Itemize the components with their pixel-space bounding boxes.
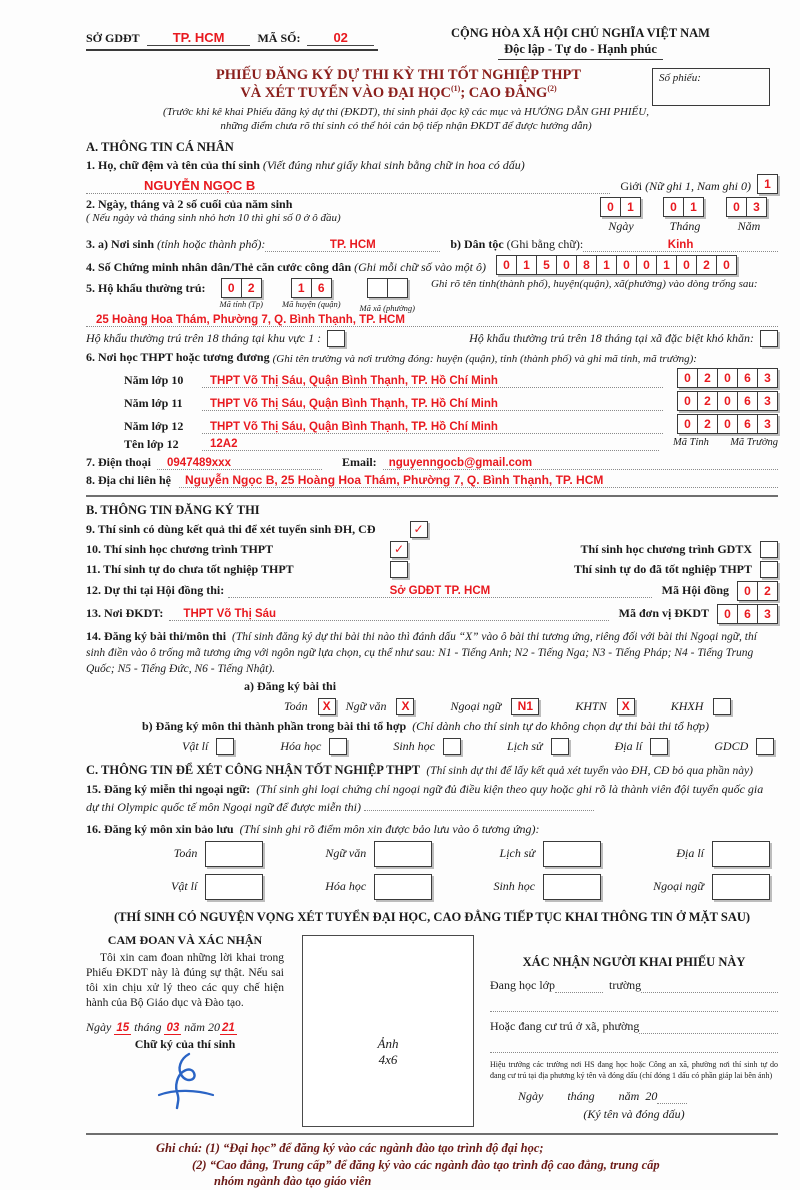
gender-label: Giới bbox=[620, 178, 643, 193]
field12-label: 12. Dự thi tại Hội đồng thi: bbox=[86, 583, 225, 598]
digit-box[interactable]: 2 bbox=[697, 368, 718, 388]
subject-ngoaingu-box[interactable] bbox=[511, 698, 539, 715]
digit-box[interactable]: 1 bbox=[620, 197, 641, 217]
field4-hint: (Ghi mỗi chữ số vào một ô) bbox=[354, 259, 486, 274]
date-year-value[interactable]: 21 bbox=[221, 1022, 235, 1035]
unit-code-label: Mã đơn vị ĐKDT bbox=[618, 606, 709, 621]
gender-hint: (Nữ ghi 1, Nam ghi 0) bbox=[645, 178, 751, 193]
footnote-line2: (2) “Cao đẳng, Trung cấp” để đăng ký vào các ngành đào tạo trình độ cao đẳng, trung cấp bbox=[192, 1157, 660, 1172]
so-phieu-label: Số phiếu: bbox=[659, 72, 701, 84]
subject-gdcd-checkbox[interactable] bbox=[756, 738, 774, 755]
council-code-boxes[interactable] bbox=[737, 581, 778, 601]
ngay-label: Ngày bbox=[86, 1020, 112, 1035]
field14-label: 14. Đăng ký bài thi/môn thi bbox=[86, 628, 227, 643]
subject-gdcd-label: GDCD bbox=[714, 739, 749, 754]
thpt-program-checkbox[interactable] bbox=[390, 541, 408, 558]
date-month-value[interactable]: 03 bbox=[166, 1022, 180, 1035]
field3b-label: b) Dân tộc bbox=[450, 236, 504, 251]
confirmation-year-blank[interactable] bbox=[657, 1090, 687, 1104]
digit-box[interactable]: 3 bbox=[746, 197, 767, 217]
candidate-date-line bbox=[86, 1020, 284, 1035]
footnote-line3: nhóm ngành đào tạo giáo viên bbox=[214, 1174, 372, 1189]
thpt-program-mark: ✓ bbox=[393, 542, 405, 557]
digit-box[interactable]: 0 bbox=[737, 581, 758, 601]
footnote-prefix: Ghi chú: bbox=[156, 1140, 203, 1155]
digit-box[interactable]: 8 bbox=[576, 255, 597, 275]
grade11-code-boxes[interactable] bbox=[677, 391, 778, 411]
use-result-checkbox[interactable] bbox=[410, 521, 428, 538]
area1-label: Hộ khẩu thường trú trên 18 tháng tại khu vực 1 : bbox=[86, 330, 322, 345]
subject-toan-checkbox[interactable] bbox=[318, 698, 336, 715]
bottom-divider bbox=[86, 1133, 778, 1135]
birthplace-field[interactable] bbox=[265, 238, 440, 252]
footnote bbox=[86, 1140, 778, 1190]
digit-box[interactable]: 1 bbox=[656, 255, 677, 275]
subject-vatli-label: Vật lí bbox=[182, 739, 209, 754]
phone-value: 0947489xxx bbox=[167, 456, 231, 469]
field11-label: 11. Thí sinh tự do chưa tốt nghiệp THPT bbox=[86, 561, 294, 576]
field5-hint: Ghi rõ tên tỉnh(thành phố), huyện(quận), xã(phường) vào dòng trống sau: bbox=[430, 277, 758, 290]
national-motto-2: Độc lập - Tự do - Hạnh phúc bbox=[498, 42, 663, 60]
title-dai-hoc: VÀ XÉT TUYỂN VÀO ĐẠI HỌC bbox=[240, 85, 452, 102]
digit-box[interactable]: 2 bbox=[697, 391, 718, 411]
subject-khtn-checkbox[interactable] bbox=[617, 698, 635, 715]
reserve-nguvan-label: Ngữ văn bbox=[325, 846, 367, 861]
field2-hint: ( Nếu ngày và tháng sinh nhỏ hơn 10 thì ghi số 0 ở ô đầu) bbox=[86, 211, 341, 224]
studying-class-label: Đang học lớp bbox=[490, 977, 555, 992]
field3a-hint: (tỉnh hoặc thành phố): bbox=[157, 236, 266, 251]
free-candidate-checkbox[interactable] bbox=[390, 561, 408, 578]
fullname-field[interactable] bbox=[86, 178, 610, 194]
form-header bbox=[86, 26, 778, 60]
ward-code-label: Mã xã (phường) bbox=[359, 302, 415, 313]
field5-label: 5. Hộ khẩu thường trú: bbox=[86, 280, 206, 295]
field6-label: 6. Nơi học THPT hoặc tương đương bbox=[86, 349, 270, 364]
ma-so-label: MÃ SỐ: bbox=[257, 31, 301, 45]
use-result-mark: ✓ bbox=[413, 522, 424, 537]
reserve-nguvan-box[interactable] bbox=[374, 841, 432, 867]
residence-address-field[interactable] bbox=[86, 313, 778, 327]
reserve-hoahoc-label: Hóa học bbox=[325, 879, 367, 894]
digit-box[interactable]: 6 bbox=[737, 391, 758, 411]
digit-box[interactable]: 0 bbox=[600, 197, 621, 217]
subject-sinhhoc-label: Sinh học bbox=[393, 739, 436, 754]
grade10-school-field[interactable] bbox=[202, 374, 663, 388]
reserve-toan-box[interactable] bbox=[205, 841, 263, 867]
field8-label: 8. Địa chỉ liên hệ bbox=[86, 472, 172, 487]
contact-address-field[interactable] bbox=[179, 473, 778, 488]
instruction-note-line1: (Trước khi kê khai Phiếu đăng ký dự thi (ĐKDT), thí sinh phải đọc kỹ các mục và HƯỚNG DẪN GHI PHIẾU, bbox=[163, 106, 649, 119]
day-label: Ngày bbox=[608, 218, 634, 233]
class-blank[interactable] bbox=[555, 979, 603, 993]
digit-box[interactable]: 2 bbox=[757, 581, 778, 601]
field14-hint: (Thí sinh đăng ký dự thi bài thi nào thì đánh dấu “X” vào ô bài thi tương ứng, riêng đối với bài thi Ngoại ngữ, thí sinh điền vào ô trống mã tương ứng với ngôn ngữ lựa chọn, cụ thể như sau: N1 - Tiếng Anh; N2 - Tiếng Nga; N3 - Tiếng Pháp; N4 - Tiếng Trung Quốc; N5 - Tiếng Đức, N6 - Tiếng Nhật). bbox=[86, 630, 757, 675]
field4-label: 4. Số Chứng minh nhân dân/Thẻ căn cước công dân bbox=[86, 259, 352, 274]
ethnic-value: Kinh bbox=[667, 238, 694, 251]
reserve-vatli-box[interactable] bbox=[205, 874, 263, 900]
grade12-code-boxes[interactable] bbox=[677, 414, 778, 434]
reserve-lichsu-box[interactable] bbox=[543, 841, 601, 867]
field1-label: 1. Họ, chữ đệm và tên của thí sinh bbox=[86, 157, 260, 172]
grade11-school-field[interactable] bbox=[202, 397, 663, 411]
reserve-vatli-label: Vật lí bbox=[170, 879, 198, 894]
field9-label: 9. Thí sinh có dùng kết quả thi để xét tuyển sinh ĐH, CĐ bbox=[86, 521, 376, 536]
digit-box[interactable] bbox=[387, 278, 408, 298]
digit-box[interactable]: 6 bbox=[311, 278, 332, 298]
subject-lichsu-checkbox[interactable] bbox=[551, 738, 569, 755]
subject-nguvan-label: Ngữ văn bbox=[345, 698, 387, 713]
email-label: Email: bbox=[342, 454, 377, 469]
nam-label: năm bbox=[184, 1020, 205, 1035]
field11b-label: Thí sinh tự do đã tốt nghiệp THPT bbox=[573, 561, 752, 576]
thang-label: tháng bbox=[134, 1020, 162, 1035]
field3b-hint: (Ghi bằng chữ): bbox=[506, 236, 584, 251]
email-value: nguyenngocb@gmail.com bbox=[388, 456, 533, 469]
subject-ngoaingu-label: Ngoại ngữ bbox=[450, 698, 502, 713]
field6-hint: (Ghi tên trường và nơi trường đóng: huyện (quận), tỉnh (thành phố) và ghi mã tỉnh, mã trường): bbox=[272, 352, 697, 365]
instruction-note bbox=[86, 106, 726, 134]
email-field[interactable] bbox=[383, 456, 778, 470]
ma-truong-label: Mã Trường bbox=[730, 436, 778, 448]
field2-label: 2. Ngày, tháng và 2 số cuối của năm sinh bbox=[86, 196, 293, 211]
digit-box[interactable]: 0 bbox=[221, 278, 242, 298]
field14b-label: b) Đăng ký môn thi thành phần trong bài thi tổ hợp bbox=[142, 718, 407, 733]
digit-box[interactable]: 1 bbox=[596, 255, 617, 275]
photo-label-line2: 4x6 bbox=[378, 1051, 398, 1067]
field3a-label: 3. a) Nơi sinh bbox=[86, 236, 154, 251]
district-code-boxes[interactable] bbox=[291, 278, 332, 298]
field1-hint: (Viết đúng như giấy khai sinh bằng chữ in hoa có dấu) bbox=[262, 157, 525, 172]
digit-box[interactable]: 2 bbox=[697, 414, 718, 434]
residence-address-value: 25 Hoàng Hoa Thám, Phường 7, Q. Bình Thạnh, TP. HCM bbox=[96, 313, 405, 326]
digit-box[interactable]: 0 bbox=[677, 368, 698, 388]
blank-line-2[interactable] bbox=[490, 1041, 778, 1053]
exam-council-value: Sở GDĐT TP. HCM bbox=[389, 584, 491, 597]
reserve-ngoaingu-box[interactable] bbox=[712, 874, 770, 900]
digit-box[interactable]: 0 bbox=[717, 604, 738, 624]
confirmation-title: XÁC NHẬN NGƯỜI KHAI PHIẾU NÀY bbox=[522, 954, 746, 969]
field13-label: 13. Nơi ĐKDT: bbox=[86, 606, 164, 621]
digit-box[interactable] bbox=[367, 278, 388, 298]
so-gddt-value[interactable]: TP. HCM bbox=[147, 30, 251, 46]
field10b-label: Thí sinh học chương trình GDTX bbox=[580, 541, 752, 556]
section-c-hint: (Thí sinh dự thi để lấy kết quả xét tuyển vào ĐH, CĐ bỏ qua phần này) bbox=[426, 765, 753, 778]
district-code-label: Mã huyện (quận) bbox=[282, 298, 341, 309]
field15-label: 15. Đăng ký miễn thi ngoại ngữ: bbox=[86, 782, 251, 797]
subject-diali-checkbox[interactable] bbox=[650, 738, 668, 755]
birth-year-boxes[interactable] bbox=[726, 197, 767, 217]
digit-box[interactable]: 6 bbox=[737, 414, 758, 434]
digit-box[interactable]: 3 bbox=[757, 414, 778, 434]
digit-box[interactable]: 6 bbox=[737, 604, 758, 624]
grade12-label: Năm lớp 12 bbox=[124, 418, 184, 433]
language-exemption-field[interactable] bbox=[364, 797, 594, 811]
commitment-body: Tôi xin cam đoan những lời khai trong Phiếu ĐKDT này là đúng sự thật. Nếu sai tôi xin chịu xử lý theo các quy chế hiện hành của Bộ Giáo dục và Đào tạo. bbox=[86, 951, 284, 1010]
subject-ngoaingu-mark: N1 bbox=[517, 699, 534, 714]
grade12-school-field[interactable] bbox=[202, 420, 663, 434]
digit-box[interactable]: 0 bbox=[716, 255, 737, 275]
section-divider bbox=[86, 495, 778, 497]
subject-sinhhoc-checkbox[interactable] bbox=[443, 738, 461, 755]
subject-toan-label: Toán bbox=[284, 698, 308, 713]
reserve-hoahoc-box[interactable] bbox=[374, 874, 432, 900]
photo-label-line1: Ảnh bbox=[377, 1035, 399, 1051]
section-c-title: C. THÔNG TIN ĐỂ XÉT CÔNG NHẬN TỐT NGHIỆP THPT bbox=[86, 763, 421, 778]
field10-label: 10. Thí sinh học chương trình THPT bbox=[86, 541, 274, 556]
subject-toan-mark: X bbox=[322, 699, 331, 714]
ward-code-boxes[interactable] bbox=[367, 278, 408, 298]
confirmation-date-line: Ngày tháng năm 20 bbox=[518, 1089, 658, 1104]
candidate-signature bbox=[86, 1052, 284, 1110]
birthplace-value: TP. HCM bbox=[329, 238, 376, 251]
class-name-value: 12A2 bbox=[210, 437, 238, 450]
digit-box[interactable]: 0 bbox=[717, 391, 738, 411]
reserve-sinhhoc-label: Sinh học bbox=[493, 879, 536, 894]
subject-khxh-label: KHXH bbox=[670, 698, 704, 713]
instruction-note-line2: những điểm chưa rõ thí sinh có thể hỏi cán bộ tiếp nhận ĐKDT để được hướng dẫn) bbox=[220, 120, 592, 132]
digit-box[interactable]: 5 bbox=[536, 255, 557, 275]
form-title-line1: PHIẾU ĐĂNG KÝ DỰ THI KỲ THI TỐT NGHIỆP THPT bbox=[215, 67, 582, 83]
grade11-label: Năm lớp 11 bbox=[124, 395, 183, 410]
digit-box[interactable]: 1 bbox=[516, 255, 537, 275]
subject-vatli-checkbox[interactable] bbox=[216, 738, 234, 755]
section-a-title: A. THÔNG TIN CÁ NHÂN bbox=[86, 139, 234, 154]
ward-blank[interactable] bbox=[639, 1020, 778, 1034]
digit-box[interactable]: 0 bbox=[676, 255, 697, 275]
digit-box[interactable]: 1 bbox=[291, 278, 312, 298]
commitment-title: CAM ĐOAN VÀ XÁC NHẬN bbox=[107, 932, 263, 947]
digit-box[interactable]: 0 bbox=[636, 255, 657, 275]
digit-box[interactable]: 6 bbox=[737, 368, 758, 388]
digit-box[interactable]: 0 bbox=[616, 255, 637, 275]
title-cao-dang: ; CAO ĐẲNG bbox=[460, 85, 548, 102]
subject-diali-label: Địa lí bbox=[614, 739, 643, 754]
id-number-boxes[interactable] bbox=[496, 255, 737, 275]
grade11-school-value: THPT Võ Thị Sáu, Quận Bình Thạnh, TP. Hồ Chí Minh bbox=[210, 397, 498, 410]
registration-place-value: THPT Võ Thị Sáu bbox=[183, 607, 277, 620]
grade10-label: Năm lớp 10 bbox=[124, 372, 184, 387]
reserve-diali-box[interactable] bbox=[712, 841, 770, 867]
digit-box[interactable]: 1 bbox=[683, 197, 704, 217]
so-gddt-label: SỞ GDĐT bbox=[86, 31, 140, 45]
exam-council-field[interactable] bbox=[228, 584, 651, 598]
gender-box[interactable] bbox=[757, 174, 778, 194]
subject-hoahoc-checkbox[interactable] bbox=[329, 738, 347, 755]
phone-field[interactable] bbox=[157, 456, 322, 470]
class-name-field[interactable] bbox=[202, 437, 659, 451]
digit-box[interactable]: 0 bbox=[677, 414, 698, 434]
form-title bbox=[86, 66, 711, 102]
ma-tinh-label: Mã Tỉnh bbox=[673, 436, 709, 448]
digit-box[interactable]: 3 bbox=[757, 391, 778, 411]
digit-box[interactable]: 0 bbox=[726, 197, 747, 217]
mid-note: (THÍ SINH CÓ NGUYỆN VỌNG XÉT TUYỂN ĐẠI HỌC, CAO ĐẲNG TIẾP TỤC KHAI THÔNG TIN Ở MẶT SAU) bbox=[113, 909, 751, 924]
grade10-school-value: THPT Võ Thị Sáu, Quận Bình Thạnh, TP. Hồ Chí Minh bbox=[210, 374, 498, 387]
digit-box[interactable]: 0 bbox=[556, 255, 577, 275]
difficult-area-checkbox[interactable] bbox=[760, 330, 778, 347]
class-name-label: Tên lớp 12 bbox=[124, 436, 179, 451]
digit-box[interactable]: 3 bbox=[757, 604, 778, 624]
month-label: Tháng bbox=[669, 218, 701, 233]
province-code-boxes[interactable] bbox=[221, 278, 262, 298]
subject-lichsu-label: Lịch sử bbox=[507, 739, 543, 754]
reserve-sinhhoc-box[interactable] bbox=[543, 874, 601, 900]
fullname-value: NGUYỄN NGỌC B bbox=[144, 177, 256, 193]
subject-khtn-mark: X bbox=[621, 699, 630, 714]
date-century: 20 bbox=[207, 1020, 220, 1035]
difficult-area-label: Hộ khẩu thường trú trên 18 tháng tại xã đặc biệt khó khăn: bbox=[469, 330, 754, 345]
year-label: Năm bbox=[737, 218, 761, 233]
ma-so-value[interactable]: 02 bbox=[307, 30, 373, 46]
gdtx-program-checkbox[interactable] bbox=[760, 541, 778, 558]
subject-nguvan-mark: X bbox=[401, 699, 410, 714]
subject-khxh-checkbox[interactable] bbox=[713, 698, 731, 715]
reserve-lichsu-label: Lịch sử bbox=[499, 846, 536, 861]
field16-label: 16. Đăng ký môn xin bảo lưu bbox=[86, 821, 234, 836]
title-footref-2: (2) bbox=[547, 84, 557, 94]
blank-line-1[interactable] bbox=[490, 1000, 778, 1012]
graduated-candidate-checkbox[interactable] bbox=[760, 561, 778, 578]
birth-day-boxes[interactable] bbox=[600, 197, 641, 217]
grade12-school-value: THPT Võ Thị Sáu, Quận Bình Thạnh, TP. Hồ Chí Minh bbox=[210, 420, 498, 433]
national-motto-1: CỘNG HÒA XÃ HỘI CHỦ NGHĨA VIỆT NAM bbox=[451, 26, 710, 40]
digit-box[interactable]: 0 bbox=[717, 368, 738, 388]
subject-nguvan-checkbox[interactable] bbox=[396, 698, 414, 715]
digit-box[interactable]: 2 bbox=[241, 278, 262, 298]
section-b-title: B. THÔNG TIN ĐĂNG KÝ THI bbox=[86, 502, 260, 517]
reserve-ngoaingu-label: Ngoại ngữ bbox=[653, 879, 704, 894]
so-phieu-box[interactable] bbox=[652, 68, 770, 106]
ethnic-field[interactable] bbox=[583, 238, 778, 252]
registration-place-field[interactable] bbox=[169, 607, 608, 621]
field15-hint: (Thí sinh ghi loại chứng chỉ ngoại ngữ đủ điều kiện theo quy hoặc ghi rõ là thành viên đội tuyển quốc gia dự thi Olympic quốc tế môn Ngoại ngữ để được miễn thi) bbox=[86, 782, 764, 815]
reserve-toan-label: Toán bbox=[173, 846, 198, 861]
school-blank[interactable] bbox=[641, 979, 778, 993]
area1-checkbox[interactable] bbox=[327, 330, 345, 347]
sign-stamp-hint: (Ký tên và đóng dấu) bbox=[583, 1107, 685, 1122]
province-code-label: Mã tỉnh (Tp) bbox=[219, 298, 263, 309]
residing-label: Hoặc đang cư trú ở xã, phường bbox=[490, 1018, 640, 1033]
digit-box[interactable]: 3 bbox=[757, 368, 778, 388]
principal-note: Hiệu trưởng các trường nơi HS đang học hoặc Công an xã, phường nơi thí sinh tự do đang cư trú tại địa phương ký tên và đóng dấu (chỉ đóng 1 dấu có phần giáp lai bên ảnh) bbox=[490, 1059, 778, 1080]
photo-box bbox=[302, 935, 474, 1127]
field14b-hint: (Chỉ dành cho thí sinh tự do không chọn dự thi bài thi tổ hợp) bbox=[412, 718, 709, 733]
unit-code-boxes[interactable] bbox=[717, 604, 778, 624]
subject-khtn-label: KHTN bbox=[575, 698, 607, 713]
digit-box[interactable]: 0 bbox=[496, 255, 517, 275]
field14a-label: a) Đăng ký bài thi bbox=[244, 678, 337, 693]
form-title-line2 bbox=[86, 84, 711, 102]
digit-box[interactable]: 0 bbox=[717, 414, 738, 434]
signature-stroke bbox=[149, 1052, 221, 1110]
council-code-label: Mã Hội đồng bbox=[661, 583, 729, 598]
birth-month-boxes[interactable] bbox=[663, 197, 704, 217]
digit-box[interactable]: 0 bbox=[677, 391, 698, 411]
gender-value[interactable]: 1 bbox=[757, 174, 778, 194]
digit-box[interactable]: 0 bbox=[663, 197, 684, 217]
candidate-signature-label: Chữ ký của thí sinh bbox=[134, 1037, 236, 1052]
reserve-diali-label: Địa lí bbox=[676, 846, 704, 861]
footnote-line1: (1) “Đại học” để đăng ký vào các ngành đào tạo trình độ đại học; bbox=[205, 1140, 544, 1155]
field7-label: 7. Điện thoại bbox=[86, 454, 152, 469]
grade10-code-boxes[interactable] bbox=[677, 368, 778, 388]
title-footref-1: (1) bbox=[451, 84, 461, 94]
subject-hoahoc-label: Hóa học bbox=[280, 739, 322, 754]
field16-hint: (Thí sinh ghi rõ điểm môn xin được bảo lưu vào ô tương ứng): bbox=[239, 821, 540, 836]
date-day-value[interactable]: 15 bbox=[116, 1022, 130, 1035]
digit-box[interactable]: 2 bbox=[696, 255, 717, 275]
school-label: trường bbox=[609, 977, 642, 992]
contact-address-value: Nguyễn Ngọc B, 25 Hoàng Hoa Thám, Phường 7, Q. Bình Thạnh, TP. HCM bbox=[185, 472, 604, 487]
